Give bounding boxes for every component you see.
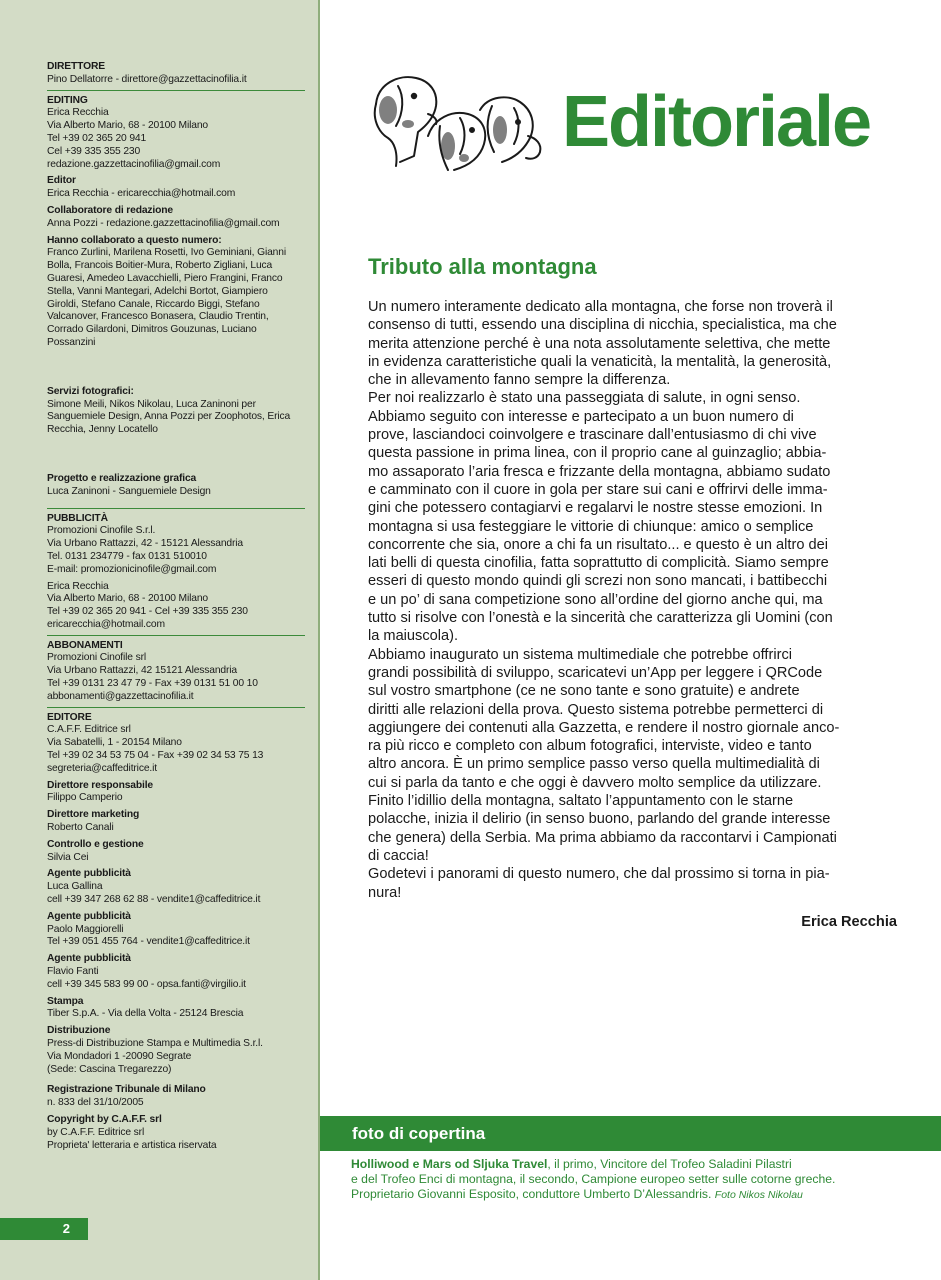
text-line: cell +39 347 268 62 88 - vendite1@caffeditrice.it [47,894,261,906]
cover-dog-names: Holliwood e Mars od Sljuka Travel [351,1157,548,1171]
section-direttore-responsabile [47,780,305,806]
article-line: consenso di tutti, essendo una disciplina di nicchia, specialistica, ma che [368,317,837,334]
text-line: Possanzini [47,336,96,348]
heading: Progetto e realizzazione grafica [47,472,197,484]
article-line: sul vostro smartphone (ce ne sono tante e sono gratuite) e andrete [368,683,800,700]
heading: PUBBLICITÀ [47,512,108,524]
text-line: Paolo Maggiorelli [47,923,124,935]
article-line: cui si parla da tanto e che oggi è davvero molto semplice da utilizzare. [368,774,822,791]
text-line: abbonamenti@gazzettacinofilia.it [47,690,194,702]
text-line: Bolla, Francois Boitier-Mura, Roberto Zigliani, Luca [47,260,273,272]
heading: Direttore responsabile [47,779,153,791]
text-line: Press-di Distribuzione Stampa e Multimedia S.r.l. [47,1038,263,1049]
article-line: tutto si risolve con l’onestà e la sincerità che caratterizza gli Uomini (con [368,610,833,627]
heading: Hanno collaborato a questo numero: [47,234,222,246]
section-editore [47,712,305,776]
heading: Editor [47,175,76,187]
article-line: mo assaporato l’aria fresca e frizzante della montagna, abbiamo sudato [368,463,831,480]
article-line: Finito l’idillio della montagna, saltato l’appuntamento con le starne [368,793,794,810]
section-agente-2 [47,911,305,949]
text-line: Tel +39 0131 23 47 79 - Fax +39 0131 51 00 10 [47,678,258,690]
article-title: Tributo alla montagna [368,254,597,279]
cover-line-3 [351,1187,911,1203]
text-line: Tel +39 02 34 53 75 04 - Fax +39 02 34 53 75 13 [47,750,264,762]
article-line: e un po’ di sana competizione sono all’ordine del giorno anche qui, ma [368,591,823,608]
text-line: Proprieta' letteraria e artistica riservata [47,1139,217,1151]
text-line: C.A.F.F. Editrice srl [47,724,131,736]
section-abbonamenti [47,640,305,704]
section-contributors [47,235,305,350]
section-collaboratore [47,205,305,231]
text-line: Luca Gallina [47,881,103,893]
article-line: polacche, inizia il delirio (in senso buono, parlando del grande interesse [368,811,831,828]
section-editing [47,95,305,172]
text-line: Recchia, Jenny Locatello [47,424,158,436]
text-line: ericarecchia@hotmail.com [47,618,165,630]
text-line: segreteria@caffeditrice.it [47,762,157,774]
article-line: Godetevi i panorami di questo numero, che dal prossimo si torna in pia- [368,866,830,883]
text-line: Tel +39 02 365 20 941 [47,132,147,144]
article-line: in evidenza caratteristiche quali la venaticità, la mentalità, la generosità, [368,353,832,370]
text-line: Promozioni Cinofile srl [47,652,146,664]
article-body [368,298,898,902]
text-line: Sanguemiele Design, Anna Pozzi per Zoophotos, Erica [47,411,291,423]
text-line: Anna Pozzi - redazione.gazzettacinofilia@gmail.com [47,217,280,229]
article-line: diritti alle relazioni della prova. Questo sistema potrebbe permetterci di [368,701,824,718]
text-line: by C.A.F.F. Editrice srl [47,1126,145,1138]
article-line: altro ancora. È un primo semplice passo verso quella multimedialità di [368,756,820,773]
heading: Stampa [47,995,84,1007]
text-line: Via Mondadori 1 -20090 Segrate [47,1050,192,1062]
heading: EDITORE [47,711,92,723]
text-line: Simone Meili, Nikos Nikolau, Luca Zaninoni per [47,398,256,410]
text-line: Giroldi, Stefano Canale, Riccardo Biggi, Stefano [47,298,260,310]
cover-text: Proprietario Giovanni Esposito, conduttore Umberto D’Alessandris. [351,1187,712,1202]
heading: Distribuzione [47,1025,111,1037]
text-line: Cel +39 335 355 230 [47,145,141,157]
heading: Copyright by C.A.F.F. srl [47,1113,162,1125]
text-line: Filippo Camperio [47,792,123,804]
heading: Controllo e gestione [47,838,144,850]
article-line: Abbiamo inaugurato un sistema multimediale che potrebbe offrirci [368,646,792,663]
section-registrazione [47,1084,305,1110]
article-line: prove, lasciandoci coinvolgere e trascinare dall’entusiasmo di chi vive [368,427,817,444]
text-line: n. 833 del 31/10/2005 [47,1097,144,1109]
photo-credit: Foto Nikos Nikolau [714,1189,803,1202]
cover-text: , il primo, Vincitore del Trofeo Saladini Pilastri [547,1157,792,1171]
text-line: E-mail: promozionicinofile@gmail.com [47,563,217,575]
cover-line-1 [351,1157,911,1172]
article-line: la maiuscola). [368,628,459,645]
section-pubblicita [47,513,305,632]
text-line: Tiber S.p.A. - Via della Volta - 25124 Brescia [47,1008,244,1020]
text-line: Promozioni Cinofile S.r.l. [47,525,156,537]
text-line: Luca Zaninoni - Sanguemiele Design [47,485,211,497]
divider [47,635,305,636]
text-line: (Sede: Cascina Tregarezzo) [47,1063,172,1075]
dogs-illustration [368,66,546,176]
heading: Agente pubblicità [47,910,131,922]
text-line: Franco Zurlini, Marilena Rosetti, Ivo Geminiani, Gianni [47,247,286,259]
heading: Agente pubblicità [47,868,131,880]
heading: Direttore marketing [47,809,140,821]
heading: Collaboratore di redazione [47,204,173,216]
text-line: Silvia Cei [47,851,89,863]
section-photo-services [47,386,305,437]
page-title: Editoriale [562,82,871,162]
text-line: Erica Recchia [47,107,109,119]
heading: Servizi fotografici: [47,385,134,397]
heading: Registrazione Tribunale di Milano [47,1084,206,1096]
text-line: Via Urbano Rattazzi, 42 - 15121 Alessandria [47,538,243,550]
divider [47,90,305,91]
sidebar-divider [318,0,320,1280]
text-line: Via Alberto Mario, 68 - 20100 Milano [47,120,208,132]
text-line: Via Urbano Rattazzi, 42 15121 Alessandria [47,665,237,677]
text-line: Tel +39 051 455 764 - vendite1@caffeditrice.it [47,936,250,948]
cover-caption [351,1157,911,1204]
article-line: che genera) della Serbia. Ma prima abbiamo da raccontarvi i Campionati [368,829,837,846]
article-line: Per noi realizzarlo è stato una passeggiata di salute, in ogni senso. [368,390,801,407]
article-line: questa passione in prima linea, con il proprio cane al guinzaglio; abbia- [368,445,827,462]
text-line: Erica Recchia [47,580,109,592]
text-line: Erica Recchia - ericarecchia@hotmail.com [47,188,236,200]
text-line: Flavio Fanti [47,966,99,978]
text-line: Stella, Vanni Mantegari, Adelchi Bortot, Giampiero [47,285,268,297]
article-line: esseri di questo mondo quindi gli screzi non sono mancati, i battibecchi [368,573,828,590]
section-direttore-marketing [47,809,305,835]
text-line: Roberto Canali [47,822,114,834]
article-line: merita attenzione perché è una nota assolutamente selettiva, che mette [368,335,831,352]
text-line: Via Sabatelli, 1 - 20154 Milano [47,737,182,749]
divider [47,707,305,708]
text-line: Guaresi, Amedeo Lavacchielli, Piero Frangini, Franco [47,272,283,284]
text-line: Pino Dellatorre - direttore@gazzettacinofilia.it [47,73,247,85]
section-copyright [47,1114,305,1152]
article-line: ra più ricco e completo con album fotografici, interviste, video e tanto [368,738,812,755]
heading: Agente pubblicità [47,953,131,965]
article-author: Erica Recchia [801,914,897,930]
article-line: montagna si usa festeggiare le vittorie di chiunque: amico o semplice [368,518,814,535]
article-line: aggiungere dei contenuti alla Gazzetta, e rendere il nostro giornale anco- [368,719,840,736]
article-line: nura! [368,884,402,901]
section-controllo [47,839,305,865]
article-line: che in allevamento fanno sempre la differenza. [368,372,671,389]
text-line: Tel +39 02 365 20 941 - Cel +39 335 355 230 [47,606,248,618]
masthead [47,61,305,1152]
section-graphic-design [47,473,305,499]
text-line: cell +39 345 583 99 00 - opsa.fanti@virgilio.it [47,978,246,990]
section-direttore [47,61,305,87]
section-agente-3 [47,953,305,991]
article-line: e camminato con il cuore in gola per stare sui cani e offrirvi delle imma- [368,481,828,498]
article-line: Un numero interamente dedicato alla montagna, che forse non troverà il [368,299,833,315]
article-line: lati belli di questa cinofilia, fatta soprattutto di complicità. Siamo sempre [368,555,829,572]
section-stampa [47,996,305,1022]
text-line: redazione.gazzettacinofilia@gmail.com [47,158,221,170]
section-agente-1 [47,868,305,906]
heading: EDITING [47,94,88,106]
divider [47,508,305,509]
article-line: gini che potessero contagiarvi e regalarvi le nostre stesse emozioni. In [368,500,823,517]
cover-caption-band [320,1116,941,1151]
text-line: Valcanover, Francesco Bonasera, Claudio Trentin, [47,311,269,323]
heading: ABBONAMENTI [47,639,123,651]
text-line: Tel. 0131 234779 - fax 0131 510010 [47,550,207,562]
cover-caption-label: foto di copertina [352,1124,486,1143]
heading: DIRETTORE [47,61,105,72]
section-editor [47,175,305,201]
section-distribuzione [47,1025,305,1076]
text-line: Via Alberto Mario, 68 - 20100 Milano [47,593,208,605]
page-number: 2 [0,1218,88,1240]
text-line: Corrado Gilardoni, Dimitros Gouzunas, Luciano [47,324,257,336]
article-line: Abbiamo seguito con interesse e partecipato a un buon numero di [368,408,794,425]
article-line: grandi possibilità di sviluppo, scaricatevi un’App per leggere i QRCode [368,664,823,681]
cover-line-2: e del Trofeo Enci di montagna, il secondo, Campione europeo setter sulle cotorne greche. [351,1172,836,1187]
article-line: concorrente che sia, onore a chi fa un risultato... e questo è un altro dei [368,536,828,553]
article-line: di caccia! [368,847,429,864]
